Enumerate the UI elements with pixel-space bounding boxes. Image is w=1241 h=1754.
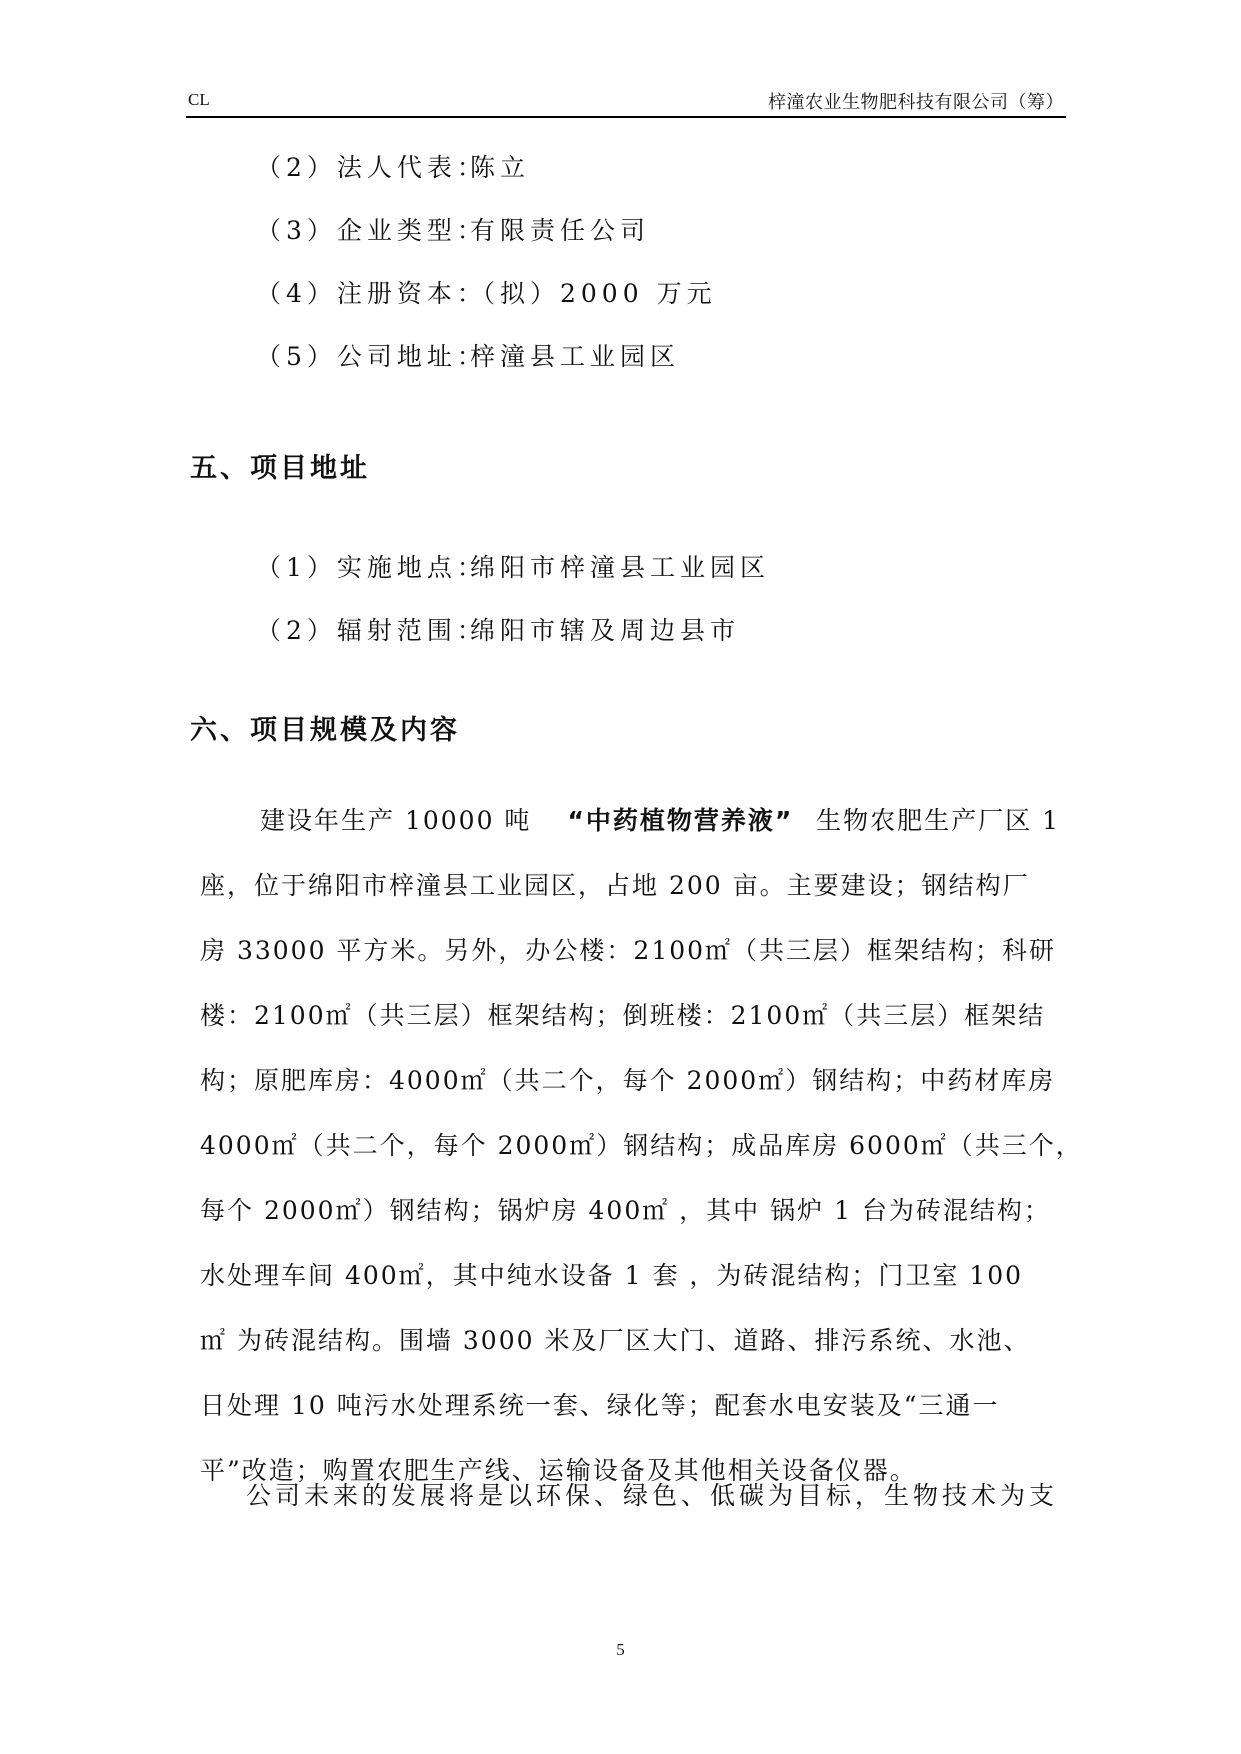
section-heading: 六、项目规模及内容 [190, 715, 460, 746]
company-item [256, 211, 651, 247]
item-label: （1）实施地点： [256, 553, 487, 582]
paragraph-line: 平”改造；购置农肥生产线、运输设备及其他相关设备仪器。 [200, 1456, 917, 1485]
paragraph-line: 座，位于绵阳市梓潼县工业园区，占地 200 亩。主要建设；钢结构厂 [200, 871, 1030, 900]
item-label: （3）企业类型： [256, 216, 487, 245]
item-label: （2）法人代表： [256, 153, 487, 182]
item-value: 绵阳市梓潼县工业园区 [470, 553, 771, 582]
header-left: CL [188, 90, 210, 109]
body-paragraph [200, 788, 1083, 1503]
paragraph-line: 水处理车间 400㎡，其中纯水设备 1 套 ，为砖混结构；门卫室 100 [200, 1261, 1024, 1290]
body-paragraph: 公司未来的发展将是以环保、绿色、低碳为目标，生物技术为支 [246, 1481, 1059, 1510]
paragraph-line: 房 33000 平方米。另外，办公楼：2100㎡（共三层）框架结构；科研 [200, 936, 1057, 965]
line-text: 生物农肥生产厂区 1 [816, 806, 1060, 835]
paragraph-line: 构；原肥库房：4000㎡（共二个，每个 2000㎡）钢结构；中药材库房 [200, 1066, 1056, 1095]
section-heading: 五、项目地址 [190, 453, 370, 484]
paragraph-line: 日处理 10 吨污水处理系统一套、绿化等；配套水电安装及“三通一 [200, 1391, 1000, 1420]
company-item [256, 337, 681, 373]
page-header [186, 86, 1066, 118]
item-label: （5）公司地址： [256, 342, 487, 371]
product-name: “中药植物营养液” [567, 806, 794, 835]
item-value: 绵阳市辖及周边县市 [470, 616, 741, 645]
item-label: （2）辐射范围： [256, 616, 487, 645]
address-item [256, 548, 771, 584]
header-right: 梓潼农业生物肥科技有限公司（筹） [768, 92, 1064, 113]
company-item [256, 148, 531, 184]
address-item [256, 611, 741, 647]
paragraph-line [200, 788, 1060, 853]
paragraph-line: ㎡ 为砖混结构。围墙 3000 米及厂区大门、道路、排污系统、水池、 [200, 1326, 1031, 1355]
page-number: 5 [616, 1640, 625, 1659]
item-value: 陈立 [470, 153, 531, 182]
item-label: （4）注册资本： [256, 279, 487, 308]
item-value: （拟）2000 万元 [470, 279, 717, 308]
item-value: 有限责任公司 [470, 216, 651, 245]
line-text: 建设年生产 10000 吨 [260, 806, 532, 835]
paragraph-line: 4000㎡（共二个，每个 2000㎡）钢结构；成品库房 6000㎡（共三个， [200, 1131, 1083, 1160]
company-item [256, 274, 717, 310]
paragraph-line: 每个 2000㎡）钢结构；锅炉房 400㎡ ，其中 锅炉 1 台为砖混结构； [200, 1196, 1051, 1225]
paragraph-line: 楼：2100㎡（共三层）框架结构；倒班楼：2100㎡（共三层）框架结 [200, 1001, 1046, 1030]
item-value: 梓潼县工业园区 [470, 342, 681, 371]
